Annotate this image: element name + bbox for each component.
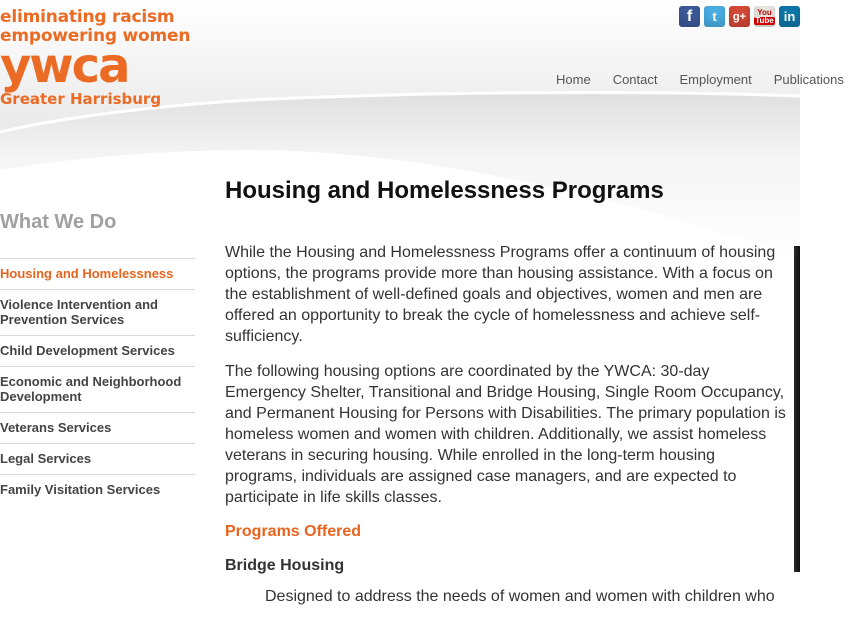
page-title: Housing and Homelessness Programs [225,177,664,204]
facebook-icon[interactable]: f [679,6,700,27]
sidebar-item-violence-intervention[interactable]: Violence Intervention and Prevention Services [0,289,195,335]
logo-tagline-2: empowering women [0,26,191,46]
sidebar-item-economic-development[interactable]: Economic and Neighborhood Development [0,366,195,412]
nav-employment[interactable]: Employment [679,72,752,87]
youtube-icon[interactable]: You Tube [754,6,775,27]
nav-home[interactable]: Home [556,72,591,87]
intro-paragraph: While the Housing and Homelessness Programs offer a continuum of housing options, the programs provide more than housing assistance. With a focus on the establishment of well-defined goals and objectives, women and men are offered an opportunity to break the cycle of homelessness and achieve self-sufficiency. [225,244,776,345]
sidebar-menu [0,258,195,505]
sidebar-item-legal[interactable]: Legal Services [0,443,195,474]
side-photo [794,246,800,572]
sidebar-item-child-development[interactable]: Child Development Services [0,335,195,366]
programs-offered-heading: Programs Offered [225,523,362,540]
nav-publications[interactable]: Publications [773,72,844,87]
logo-city: Greater Harrisburg [0,90,162,108]
ywca-logo[interactable] [0,8,190,108]
social-links [679,6,800,27]
logo-tagline-1: eliminating racism [0,7,175,27]
sidebar-item-housing[interactable]: Housing and Homelessness [0,258,195,289]
google-plus-icon[interactable]: g+ [729,6,750,27]
sidebar-item-veterans[interactable]: Veterans Services [0,412,195,443]
nav-contact[interactable]: Contact [612,72,658,87]
sidebar-item-family-visitation[interactable]: Family Visitation Services [0,474,195,505]
sidebar [0,210,195,505]
bridge-housing-heading: Bridge Housing [225,557,345,574]
bridge-housing-text: Designed to address the needs of women and women with children who [265,588,775,605]
sidebar-heading: What We Do [0,211,117,233]
twitter-icon[interactable]: t [704,6,725,27]
linkedin-icon[interactable]: in [779,6,800,27]
youtube-icon-text: You [757,7,772,17]
housing-options-paragraph: The following housing options are coordinated by the YWCA: 30-day Emergency Shelter, Transitional and Bridge Housing, Single Room Occupancy, and Permanent Housing for Persons with Disabilities. The primary population is homeless women and women with children. Additionally, we assist homeless veterans in securing housing. While enrolled in the long-term housing programs, individuals are assigned case managers, and are expected to participate in life skills classes. [225,363,786,506]
logo-brand: ywca [0,38,129,94]
top-navigation [556,72,866,87]
main-content [225,176,787,621]
